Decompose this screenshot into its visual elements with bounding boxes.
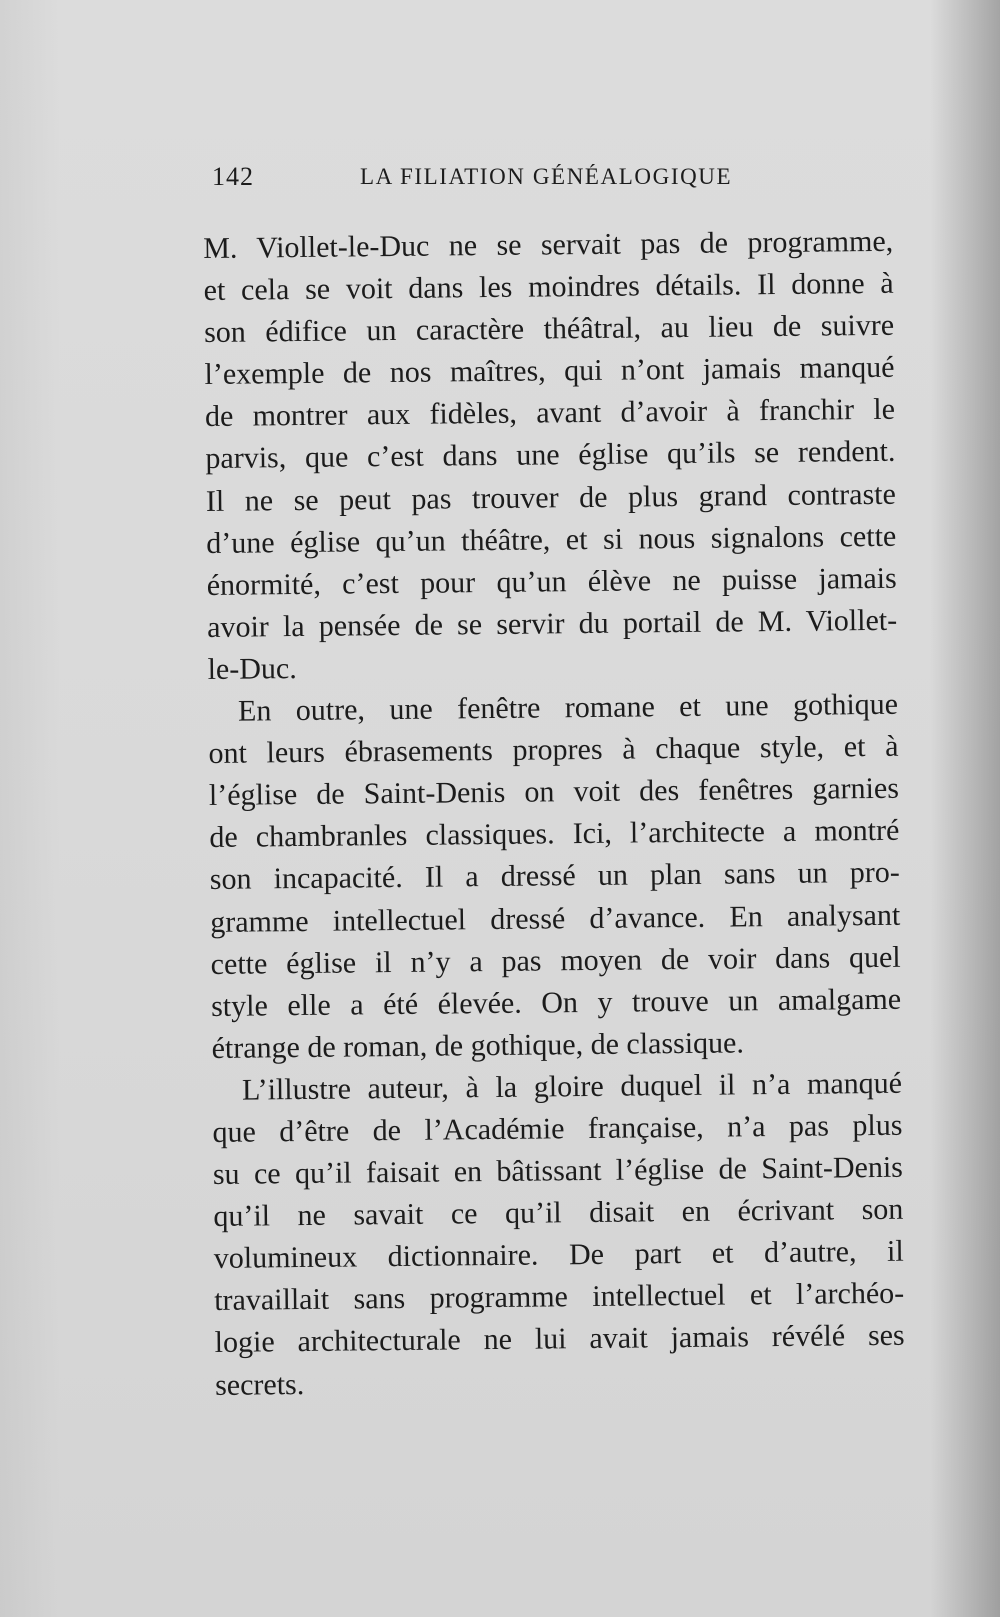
text-line: style elle a été élevée. On y trouve un amalgame xyxy=(210,982,902,1023)
running-head: LA FILIATION GÉNÉALOGIQUE xyxy=(360,164,733,189)
text-line: En outre, une fenêtre romane et une gothique xyxy=(237,687,899,728)
paragraph xyxy=(208,684,902,1070)
paragraph xyxy=(203,221,898,691)
text-line: qu’il ne savait ce qu’il disait en écrivant son xyxy=(213,1192,904,1234)
text-line: travaillait sans programme intellectuel et l’archéo- xyxy=(214,1277,905,1318)
body-text xyxy=(203,221,905,1407)
text-line: su ce qu’il faisait en bâtissant l’église de Saint-Denis xyxy=(212,1150,904,1192)
text-line: L’illustre auteur, à la gloire duquel il n’a manqué xyxy=(241,1066,903,1107)
text-line: et cela se voit dans les moindres détails. Il donne à xyxy=(203,266,894,308)
text-line: avoir la pensée de se servir du portail de M. Viollet- xyxy=(207,603,898,644)
text-line: énormité, c’est pour qu’un élève ne puisse jamais xyxy=(206,561,897,602)
text-line: Il ne se peut pas trouver de plus grand contraste xyxy=(205,477,896,518)
page-number: 142 xyxy=(212,162,254,191)
paragraph xyxy=(212,1063,905,1407)
text-line: son édifice un caractère théâtral, au lieu de suivre xyxy=(203,308,895,350)
text-line: logie architecturale ne lui avait jamais révélé ses xyxy=(214,1319,905,1360)
text-line: de chambranles classiques. Ici, l’architecte a montré xyxy=(209,814,900,855)
text-line: d’une église qu’un théâtre, et si nous signalons cette xyxy=(206,519,897,560)
text-line: que d’être de l’Académie française, n’a pas plus xyxy=(212,1108,903,1149)
text-line: cette église il n’y a pas moyen de voir dans quel xyxy=(210,940,901,981)
text-line: ont leurs ébrasements propres à chaque style, et à xyxy=(208,729,899,771)
text-line: le-Duc. xyxy=(207,651,297,686)
text-line: de montrer aux fidèles, avant d’avoir à franchir le xyxy=(204,393,896,434)
text-line: volumineux dictionnaire. De part et d’autre, il xyxy=(213,1234,904,1276)
text-line: M. Viollet-le-Duc ne se servait pas de programme, xyxy=(203,224,894,265)
text-line: son incapacité. Il a dressé un plan sans un pro- xyxy=(209,856,900,897)
text-line: l’exemple de nos maîtres, qui n’ont jamais manqué xyxy=(204,351,895,392)
text-line: secrets. xyxy=(214,1367,305,1402)
text-line: gramme intellectuel dressé d’avance. En analysant xyxy=(210,898,901,939)
text-line: parvis, que c’est dans une église qu’ils se rendent. xyxy=(205,435,896,476)
text-line: étrange de roman, de gothique, de classique. xyxy=(211,1026,745,1065)
text-line: l’église de Saint-Denis on voit des fenêtres garnies xyxy=(208,771,900,813)
page-header xyxy=(212,162,757,198)
